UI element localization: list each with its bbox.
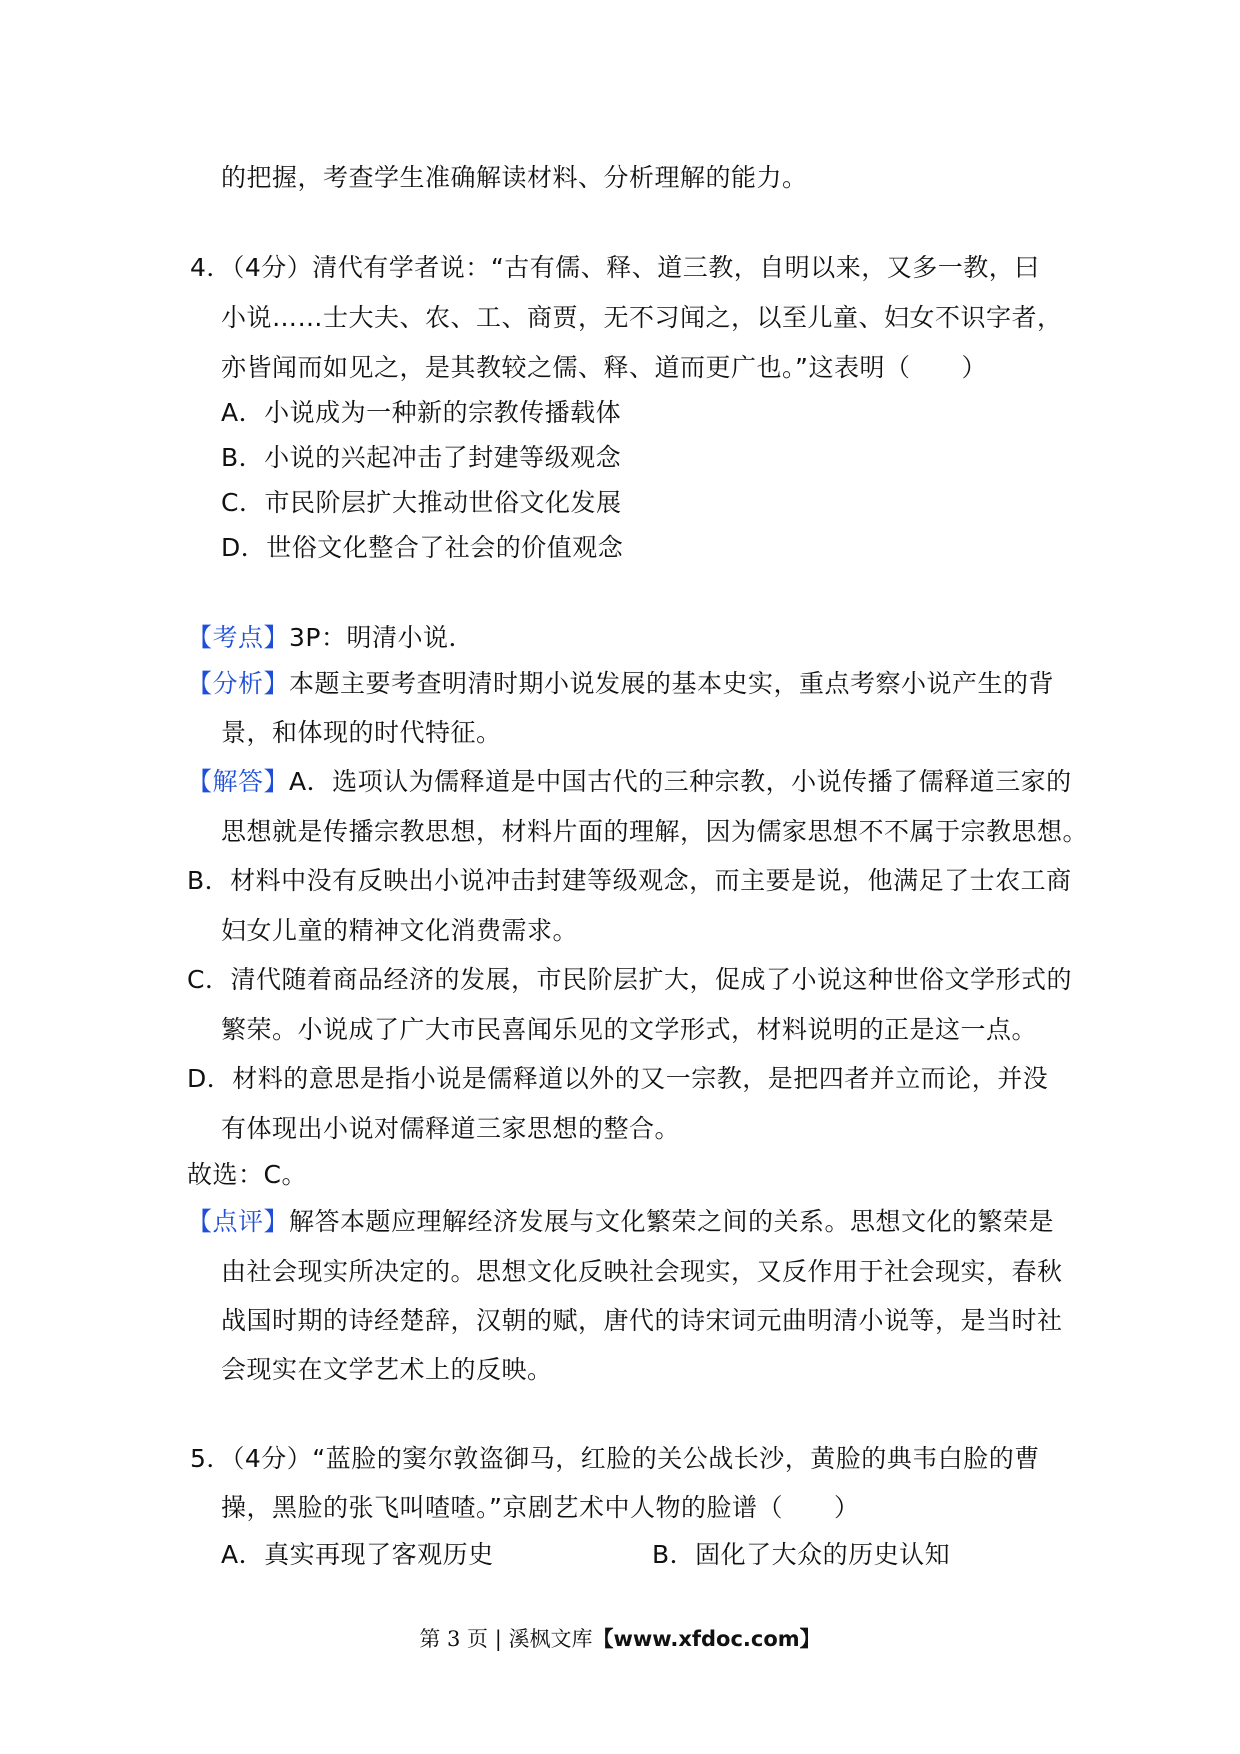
question-5-option-b: B．固化了大众的历史认知 bbox=[652, 1540, 951, 1569]
explain-b-line-2: 妇女儿童的精神文化消费需求。 bbox=[221, 916, 579, 945]
fenxi-tag: 【分析】 bbox=[187, 669, 290, 698]
fenxi-line-2: 景，和体现的时代特征。 bbox=[221, 718, 502, 747]
answer-line: 故选：C。 bbox=[187, 1160, 307, 1189]
question-4-line-2: 小说……士大夫、农、工、商贾，无不习闻之，以至儿童、妇女不识字者， bbox=[221, 303, 1063, 332]
footer-separator: | bbox=[488, 1627, 509, 1651]
page-number: 第 3 页 bbox=[419, 1627, 489, 1651]
jieda-tag: 【解答】 bbox=[187, 767, 290, 796]
question-4-line-1: 4．（4分）清代有学者说：“古有儒、释、道三教，自明以来，又多一教，曰 bbox=[190, 253, 1040, 282]
fenxi-row bbox=[187, 666, 1054, 702]
kaodian-row bbox=[187, 620, 474, 656]
jieda-line-2: 思想就是传播宗教思想，材料片面的理解，因为儒家思想不不属于宗教思想。 bbox=[221, 817, 1089, 846]
site-name: 溪枫文库 bbox=[508, 1627, 593, 1651]
explain-d-line-2: 有体现出小说对儒释道三家思想的整合。 bbox=[221, 1114, 681, 1143]
question-4-line-3: 亦皆闻而如见之，是其教较之儒、释、道而更广也。”这表明（ ） bbox=[221, 353, 987, 382]
question-5-line-1: 5．（4分）“蓝脸的窦尔敦盗御马，红脸的关公战长沙，黄脸的典韦白脸的曹 bbox=[190, 1444, 1040, 1473]
kaodian-text: 3P：明清小说． bbox=[289, 623, 474, 652]
dianping-line-3: 战国时期的诗经楚辞，汉朝的赋，唐代的诗宋词元曲明清小说等，是当时社 bbox=[221, 1306, 1063, 1335]
fenxi-line-1: 本题主要考查明清时期小说发展的基本史实，重点考察小说产生的背 bbox=[289, 669, 1055, 698]
dianping-line-4: 会现实在文学艺术上的反映。 bbox=[221, 1355, 553, 1384]
dianping-line-1: 解答本题应理解经济发展与文化繁荣之间的关系。思想文化的繁荣是 bbox=[289, 1207, 1055, 1236]
explain-d-line-1: D．材料的意思是指小说是儒释道以外的又一宗教，是把四者并立而论，并没 bbox=[187, 1064, 1049, 1093]
explain-c-line-2: 繁荣。小说成了广大市民喜闻乐见的文学形式，材料说明的正是这一点。 bbox=[221, 1015, 1038, 1044]
dianping-line-2: 由社会现实所决定的。思想文化反映社会现实，又反作用于社会现实，春秋 bbox=[221, 1257, 1063, 1286]
question-4-option-b: B．小说的兴起冲击了封建等级观念 bbox=[221, 443, 622, 472]
previous-answer-tail: 的把握，考查学生准确解读材料、分析理解的能力。 bbox=[221, 163, 808, 192]
jieda-row bbox=[187, 764, 1072, 800]
explain-c-line-1: C．清代随着商品经济的发展，市民阶层扩大，促成了小说这种世俗文学形式的 bbox=[187, 965, 1072, 994]
question-4-option-a: A．小说成为一种新的宗教传播载体 bbox=[221, 398, 622, 427]
question-4-option-d: D．世俗文化整合了社会的价值观念 bbox=[221, 533, 624, 562]
question-5-option-a: A．真实再现了客观历史 bbox=[221, 1540, 494, 1569]
jieda-line-1: A．选项认为儒释道是中国古代的三种宗教，小说传播了儒释道三家的 bbox=[289, 767, 1072, 796]
explain-b-line-1: B．材料中没有反映出小说冲击封建等级观念，而主要是说，他满足了士农工商 bbox=[187, 866, 1072, 895]
question-5-line-2: 操，黑脸的张飞叫喳喳。”京剧艺术中人物的脸谱（ ） bbox=[221, 1493, 860, 1522]
site-url-link[interactable]: 【www.xfdoc.com】 bbox=[592, 1627, 821, 1651]
dianping-row bbox=[187, 1204, 1054, 1240]
dianping-tag: 【点评】 bbox=[187, 1207, 290, 1236]
page-footer bbox=[0, 1624, 1240, 1654]
kaodian-tag: 【考点】 bbox=[187, 623, 290, 652]
question-4-option-c: C．市民阶层扩大推动世俗文化发展 bbox=[221, 488, 622, 517]
